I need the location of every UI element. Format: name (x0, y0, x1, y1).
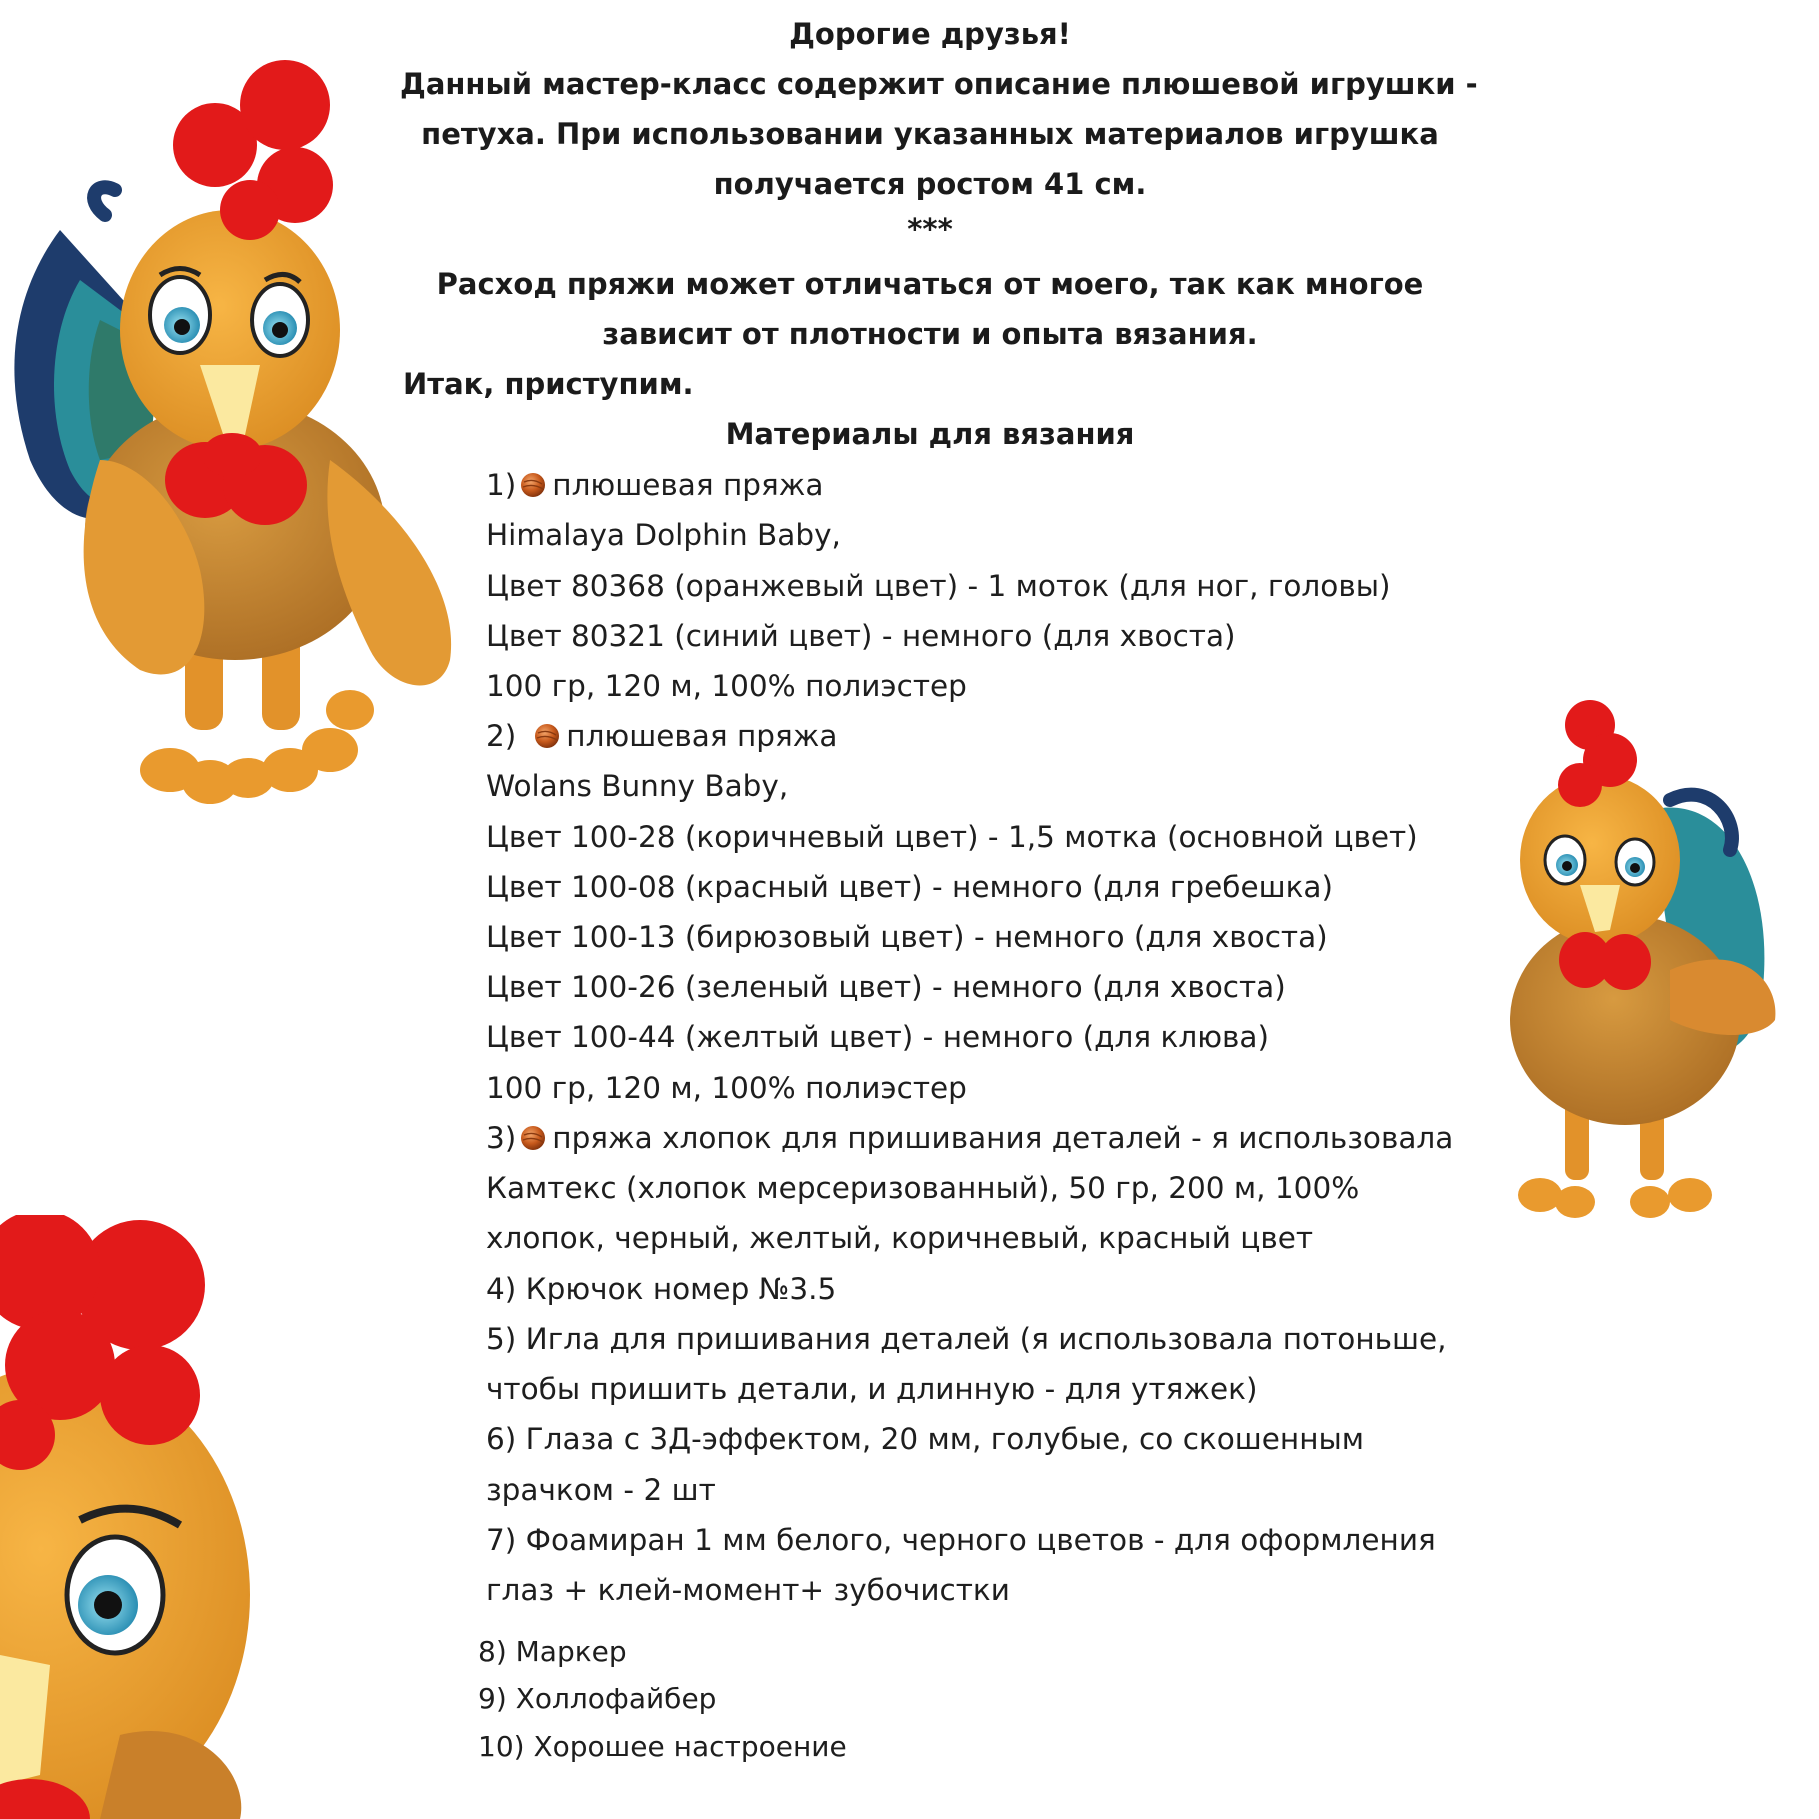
rooster-toy-small (1480, 690, 1780, 1230)
list-item-yarn-2 (486, 719, 838, 755)
greeting: Дорогие друзья! (789, 17, 1071, 51)
list-item: Wolans Bunny Baby, (486, 769, 789, 803)
list-item: Цвет 80321 (синий цвет) - немного (для хвоста) (486, 619, 1236, 653)
list-item-foamiran: 7) Фоамиран 1 мм белого, черного цветов - для оформления (486, 1523, 1436, 1557)
yarn-ball-icon (520, 472, 546, 504)
yarn-ball-icon (520, 1125, 546, 1157)
intro-line-2: петуха. При использовании указанных материалов игрушка (421, 117, 1439, 151)
list-item-marker: 8) Маркер (478, 1635, 627, 1668)
list-item: глаз + клей-момент+ зубочистки (486, 1573, 1010, 1607)
list-item-yarn-1 (486, 468, 824, 504)
list-item: Цвет 100-13 (бирюзовый цвет) - немного (для хвоста) (486, 920, 1328, 954)
list-item: чтобы пришить детали, и длинную - для утяжек) (486, 1372, 1258, 1406)
list-item: Himalaya Dolphin Baby, (486, 518, 841, 552)
note-line-1: Расход пряжи может отличаться от моего, так как многое (436, 267, 1424, 301)
list-item: хлопок, черный, желтый, коричневый, красный цвет (486, 1221, 1314, 1255)
list-item: Цвет 100-08 (красный цвет) - немного (для гребешка) (486, 870, 1334, 904)
list-item: Цвет 100-44 (желтый цвет) - немного (для клюва) (486, 1020, 1270, 1054)
item-number: 1) (486, 468, 517, 502)
list-item: 100 гр, 120 м, 100% полиэстер (486, 669, 967, 703)
list-item-needle: 5) Игла для пришивания деталей (я использовала потоньше, (486, 1322, 1447, 1356)
list-item-fiberfill: 9) Холлофайбер (478, 1682, 717, 1715)
list-item: зрачком - 2 шт (486, 1473, 716, 1507)
list-item: Цвет 100-26 (зеленый цвет) - немного (для хвоста) (486, 970, 1286, 1004)
note-line-2: зависит от плотности и опыта вязания. (602, 317, 1258, 351)
intro-line-1: Данный мастер-класс содержит описание плюшевой игрушки - (400, 67, 1478, 101)
start-line: Итак, приступим. (403, 367, 694, 401)
list-item: 100 гр, 120 м, 100% полиэстер (486, 1071, 967, 1105)
list-item: Цвет 80368 (оранжевый цвет) - 1 моток (для ног, головы) (486, 569, 1391, 603)
yarn-ball-icon (534, 723, 560, 755)
list-item-eyes: 6) Глаза с 3Д-эффектом, 20 мм, голубые, со скошенным (486, 1422, 1365, 1456)
item-number: 3) (486, 1121, 517, 1155)
rooster-toy-closeup (0, 1215, 260, 1819)
list-item-mood: 10) Хорошее настроение (478, 1730, 847, 1763)
intro-line-3: получается ростом 41 см. (713, 167, 1147, 201)
separator-stars: *** (907, 212, 953, 246)
materials-title: Материалы для вязания (725, 417, 1135, 451)
item-label: пряжа хлопок для пришивания деталей - я использовала (552, 1121, 1454, 1155)
item-label: плюшевая пряжа (566, 719, 838, 753)
list-item-hook: 4) Крючок номер №3.5 (486, 1272, 837, 1306)
list-item: Камтекс (хлопок мерсеризованный), 50 гр, 200 м, 100% (486, 1171, 1360, 1205)
list-item: Цвет 100-28 (коричневый цвет) - 1,5 мотка (основной цвет) (486, 820, 1418, 854)
list-item-yarn-3 (486, 1121, 1454, 1157)
item-number: 2) (486, 719, 517, 753)
item-label: плюшевая пряжа (552, 468, 824, 502)
